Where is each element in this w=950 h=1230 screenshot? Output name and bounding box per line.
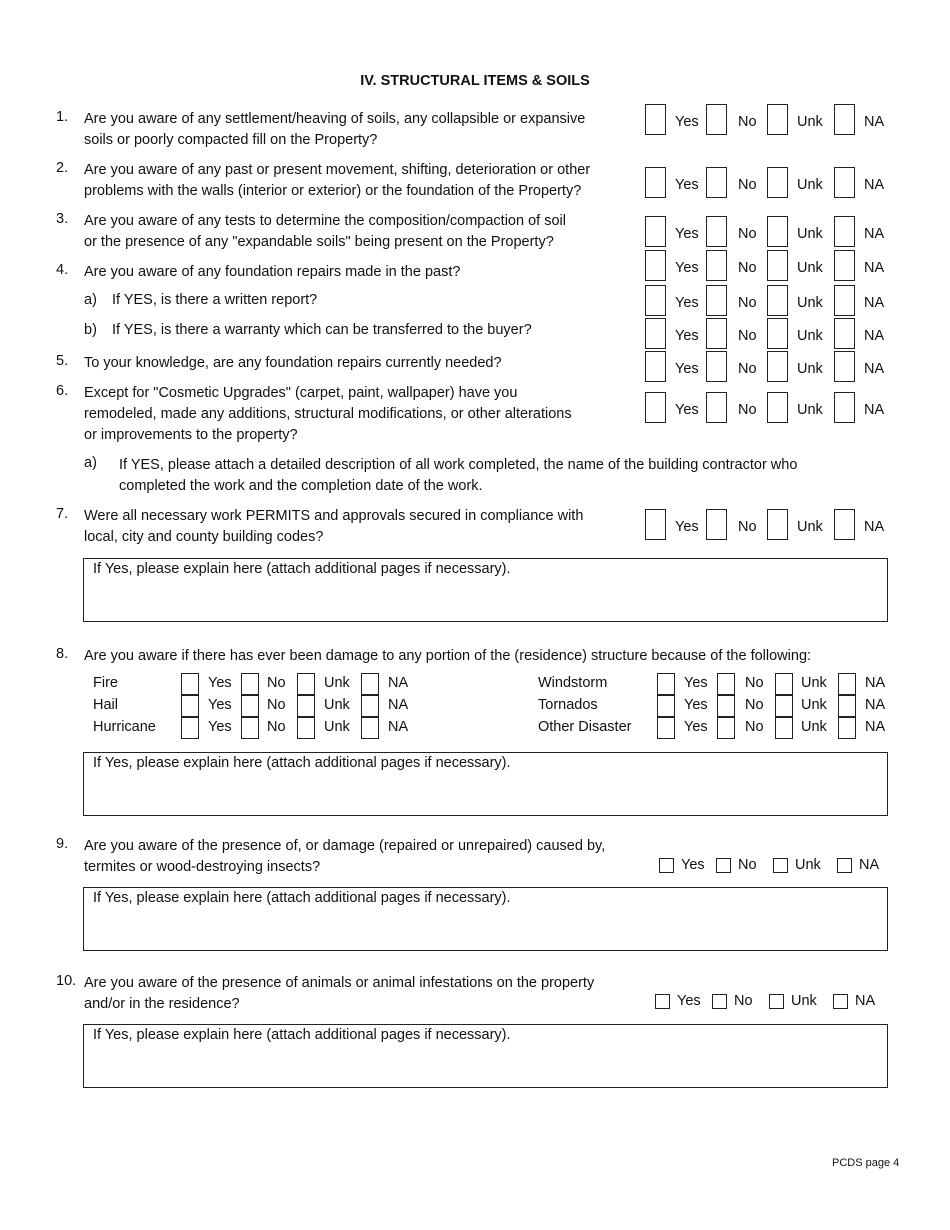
- question-text: termites or wood-destroying insects?: [84, 859, 321, 875]
- damage-type-label: Hurricane: [93, 719, 156, 735]
- option-label-unk: Unk: [801, 719, 827, 735]
- checkbox-no[interactable]: [706, 167, 727, 198]
- checkbox-unk[interactable]: [775, 695, 793, 717]
- checkbox-na[interactable]: [361, 717, 379, 739]
- checkbox-na[interactable]: [837, 858, 852, 873]
- explain-box[interactable]: [83, 887, 888, 951]
- checkbox-yes[interactable]: [655, 994, 670, 1009]
- checkbox-unk[interactable]: [297, 717, 315, 739]
- option-label-unk: Unk: [795, 857, 821, 873]
- option-label-unk: Unk: [797, 519, 823, 535]
- checkbox-unk[interactable]: [767, 104, 788, 135]
- damage-type-label: Hail: [93, 697, 118, 713]
- option-label-unk: Unk: [797, 402, 823, 418]
- checkbox-no[interactable]: [706, 104, 727, 135]
- option-label-unk: Unk: [324, 697, 350, 713]
- question-text: remodeled, made any additions, structural modifications, or other alterations: [84, 406, 572, 422]
- checkbox-na[interactable]: [834, 509, 855, 540]
- checkbox-no[interactable]: [241, 673, 259, 695]
- option-label-na: NA: [864, 519, 885, 535]
- option-label-na: NA: [864, 328, 885, 344]
- damage-type-label: Other Disaster: [538, 719, 632, 735]
- question-number: 4.: [56, 262, 69, 278]
- question-text: Are you aware if there has ever been damage to any portion of the (residence) structure because of the following:: [84, 648, 812, 664]
- checkbox-unk[interactable]: [297, 673, 315, 695]
- question-letter: a): [84, 292, 97, 308]
- option-label-na: NA: [388, 697, 409, 713]
- option-label-unk: Unk: [791, 993, 817, 1009]
- explain-prompt: If Yes, please explain here (attach additional pages if necessary).: [93, 1027, 511, 1043]
- option-label-unk: Unk: [801, 697, 827, 713]
- checkbox-yes[interactable]: [181, 673, 199, 695]
- option-label-na: NA: [864, 295, 885, 311]
- checkbox-no[interactable]: [717, 717, 735, 739]
- option-label-yes: Yes: [681, 857, 705, 873]
- question-number: 1.: [56, 109, 69, 125]
- option-label-unk: Unk: [324, 719, 350, 735]
- option-label-na: NA: [864, 361, 885, 377]
- option-label-no: No: [745, 719, 764, 735]
- checkbox-unk[interactable]: [775, 673, 793, 695]
- option-label-no: No: [738, 857, 757, 873]
- option-label-yes: Yes: [208, 719, 232, 735]
- option-label-unk: Unk: [797, 361, 823, 377]
- checkbox-no[interactable]: [241, 717, 259, 739]
- question-letter: b): [84, 322, 97, 338]
- question-number: 5.: [56, 353, 69, 369]
- checkbox-no[interactable]: [712, 994, 727, 1009]
- checkbox-no[interactable]: [706, 392, 727, 423]
- question-text: Are you aware of any tests to determine the composition/compaction of soil: [84, 213, 566, 229]
- option-label-no: No: [738, 402, 757, 418]
- question-text: or improvements to the property?: [84, 427, 298, 443]
- option-label-no: No: [738, 226, 757, 242]
- option-label-na: NA: [865, 719, 886, 735]
- checkbox-unk[interactable]: [767, 216, 788, 247]
- checkbox-yes[interactable]: [645, 167, 666, 198]
- option-label-no: No: [738, 295, 757, 311]
- explain-box[interactable]: [83, 1024, 888, 1088]
- question-text: Were all necessary work PERMITS and approvals secured in compliance with: [84, 508, 584, 524]
- checkbox-unk[interactable]: [767, 318, 788, 349]
- checkbox-yes[interactable]: [181, 717, 199, 739]
- option-label-na: NA: [865, 697, 886, 713]
- option-label-yes: Yes: [684, 675, 708, 691]
- option-label-yes: Yes: [684, 697, 708, 713]
- checkbox-yes[interactable]: [645, 351, 666, 382]
- option-label-na: NA: [864, 114, 885, 130]
- checkbox-yes[interactable]: [657, 717, 675, 739]
- option-label-yes: Yes: [677, 993, 701, 1009]
- checkbox-no[interactable]: [716, 858, 731, 873]
- checkbox-na[interactable]: [834, 351, 855, 382]
- option-label-no: No: [738, 361, 757, 377]
- checkbox-no[interactable]: [706, 351, 727, 382]
- question-text: soils or poorly compacted fill on the Property?: [84, 132, 378, 148]
- option-label-yes: Yes: [675, 226, 699, 242]
- question-number: 10.: [56, 973, 77, 989]
- checkbox-na[interactable]: [361, 695, 379, 717]
- option-label-yes: Yes: [684, 719, 708, 735]
- option-label-na: NA: [388, 675, 409, 691]
- checkbox-yes[interactable]: [645, 216, 666, 247]
- damage-type-label: Fire: [93, 675, 118, 691]
- checkbox-yes[interactable]: [657, 695, 675, 717]
- damage-type-label: Tornados: [538, 697, 598, 713]
- checkbox-no[interactable]: [717, 695, 735, 717]
- checkbox-na[interactable]: [834, 104, 855, 135]
- question-number: 9.: [56, 836, 69, 852]
- option-label-no: No: [738, 519, 757, 535]
- option-label-na: NA: [864, 226, 885, 242]
- question-number: 8.: [56, 646, 69, 662]
- option-label-no: No: [267, 719, 286, 735]
- checkbox-na[interactable]: [834, 216, 855, 247]
- explain-box[interactable]: [83, 752, 888, 816]
- checkbox-na[interactable]: [834, 392, 855, 423]
- checkbox-yes[interactable]: [645, 250, 666, 281]
- checkbox-unk[interactable]: [767, 351, 788, 382]
- question-text: Are you aware of any settlement/heaving of soils, any collapsible or expansive: [84, 111, 586, 127]
- option-label-yes: Yes: [675, 295, 699, 311]
- damage-type-label: Windstorm: [538, 675, 608, 691]
- question-text: If YES, is there a warranty which can be transferred to the buyer?: [112, 322, 532, 338]
- question-text: or the presence of any "expandable soils" being present on the Property?: [84, 234, 554, 250]
- question-text: Are you aware of any foundation repairs made in the past?: [84, 264, 461, 280]
- option-label-na: NA: [855, 993, 876, 1009]
- checkbox-unk[interactable]: [767, 509, 788, 540]
- option-label-yes: Yes: [675, 361, 699, 377]
- checkbox-yes[interactable]: [181, 695, 199, 717]
- checkbox-yes[interactable]: [645, 285, 666, 316]
- checkbox-yes[interactable]: [645, 509, 666, 540]
- option-label-na: NA: [864, 402, 885, 418]
- question-text: problems with the walls (interior or exterior) or the foundation of the Property?: [84, 183, 582, 199]
- option-label-unk: Unk: [797, 260, 823, 276]
- option-label-unk: Unk: [797, 295, 823, 311]
- checkbox-unk[interactable]: [297, 695, 315, 717]
- option-label-na: NA: [859, 857, 880, 873]
- checkbox-unk[interactable]: [767, 392, 788, 423]
- checkbox-na[interactable]: [833, 994, 848, 1009]
- question-text: completed the work and the completion date of the work.: [119, 478, 483, 494]
- checkbox-no[interactable]: [706, 509, 727, 540]
- checkbox-unk[interactable]: [769, 994, 784, 1009]
- option-label-unk: Unk: [797, 328, 823, 344]
- option-label-unk: Unk: [801, 675, 827, 691]
- question-text: If YES, please attach a detailed description of all work completed, the name of the building contractor who: [119, 457, 798, 473]
- checkbox-na[interactable]: [838, 695, 856, 717]
- option-label-yes: Yes: [675, 402, 699, 418]
- checkbox-yes[interactable]: [645, 104, 666, 135]
- checkbox-yes[interactable]: [659, 858, 674, 873]
- option-label-no: No: [738, 260, 757, 276]
- option-label-no: No: [738, 328, 757, 344]
- option-label-no: No: [738, 177, 757, 193]
- option-label-unk: Unk: [797, 114, 823, 130]
- checkbox-yes[interactable]: [657, 673, 675, 695]
- option-label-no: No: [745, 697, 764, 713]
- question-number: 7.: [56, 506, 69, 522]
- question-text: If YES, is there a written report?: [112, 292, 318, 308]
- question-number: 2.: [56, 160, 69, 176]
- option-label-na: NA: [865, 675, 886, 691]
- checkbox-no[interactable]: [706, 250, 727, 281]
- option-label-no: No: [734, 993, 753, 1009]
- question-text: Are you aware of the presence of, or damage (repaired or unrepaired) caused by,: [84, 838, 606, 854]
- question-number: 6.: [56, 383, 69, 399]
- checkbox-yes[interactable]: [645, 392, 666, 423]
- checkbox-no[interactable]: [717, 673, 735, 695]
- option-label-unk: Unk: [797, 226, 823, 242]
- question-letter: a): [84, 455, 97, 471]
- option-label-unk: Unk: [797, 177, 823, 193]
- explain-box[interactable]: [83, 558, 888, 622]
- checkbox-no[interactable]: [241, 695, 259, 717]
- checkbox-yes[interactable]: [645, 318, 666, 349]
- checkbox-na[interactable]: [834, 167, 855, 198]
- checkbox-na[interactable]: [834, 318, 855, 349]
- option-label-no: No: [745, 675, 764, 691]
- checkbox-unk[interactable]: [767, 285, 788, 316]
- checkbox-na[interactable]: [838, 717, 856, 739]
- explain-prompt: If Yes, please explain here (attach additional pages if necessary).: [93, 561, 511, 577]
- checkbox-unk[interactable]: [767, 167, 788, 198]
- option-label-yes: Yes: [675, 177, 699, 193]
- question-text: and/or in the residence?: [84, 996, 240, 1012]
- checkbox-no[interactable]: [706, 216, 727, 247]
- option-label-yes: Yes: [675, 114, 699, 130]
- checkbox-no[interactable]: [706, 285, 727, 316]
- option-label-unk: Unk: [324, 675, 350, 691]
- page-footer: PCDS page 4: [832, 1157, 900, 1169]
- checkbox-na[interactable]: [834, 250, 855, 281]
- explain-prompt: If Yes, please explain here (attach additional pages if necessary).: [93, 890, 511, 906]
- question-text: local, city and county building codes?: [84, 529, 324, 545]
- checkbox-na[interactable]: [834, 285, 855, 316]
- checkbox-no[interactable]: [706, 318, 727, 349]
- checkbox-na[interactable]: [838, 673, 856, 695]
- explain-prompt: If Yes, please explain here (attach additional pages if necessary).: [93, 755, 511, 771]
- option-label-yes: Yes: [675, 519, 699, 535]
- question-text: Except for "Cosmetic Upgrades" (carpet, paint, wallpaper) have you: [84, 385, 518, 401]
- option-label-yes: Yes: [675, 328, 699, 344]
- option-label-no: No: [738, 114, 757, 130]
- checkbox-unk[interactable]: [767, 250, 788, 281]
- option-label-na: NA: [388, 719, 409, 735]
- question-number: 3.: [56, 211, 69, 227]
- section-title: IV. STRUCTURAL ITEMS & SOILS: [360, 73, 590, 89]
- question-text: Are you aware of any past or present movement, shifting, deterioration or other: [84, 162, 591, 178]
- option-label-yes: Yes: [675, 260, 699, 276]
- option-label-yes: Yes: [208, 675, 232, 691]
- option-label-no: No: [267, 675, 286, 691]
- option-label-na: NA: [864, 260, 885, 276]
- option-label-na: NA: [864, 177, 885, 193]
- option-label-no: No: [267, 697, 286, 713]
- option-label-yes: Yes: [208, 697, 232, 713]
- checkbox-na[interactable]: [361, 673, 379, 695]
- checkbox-unk[interactable]: [775, 717, 793, 739]
- checkbox-unk[interactable]: [773, 858, 788, 873]
- question-text: Are you aware of the presence of animals or animal infestations on the property: [84, 975, 595, 991]
- question-text: To your knowledge, are any foundation repairs currently needed?: [84, 355, 502, 371]
